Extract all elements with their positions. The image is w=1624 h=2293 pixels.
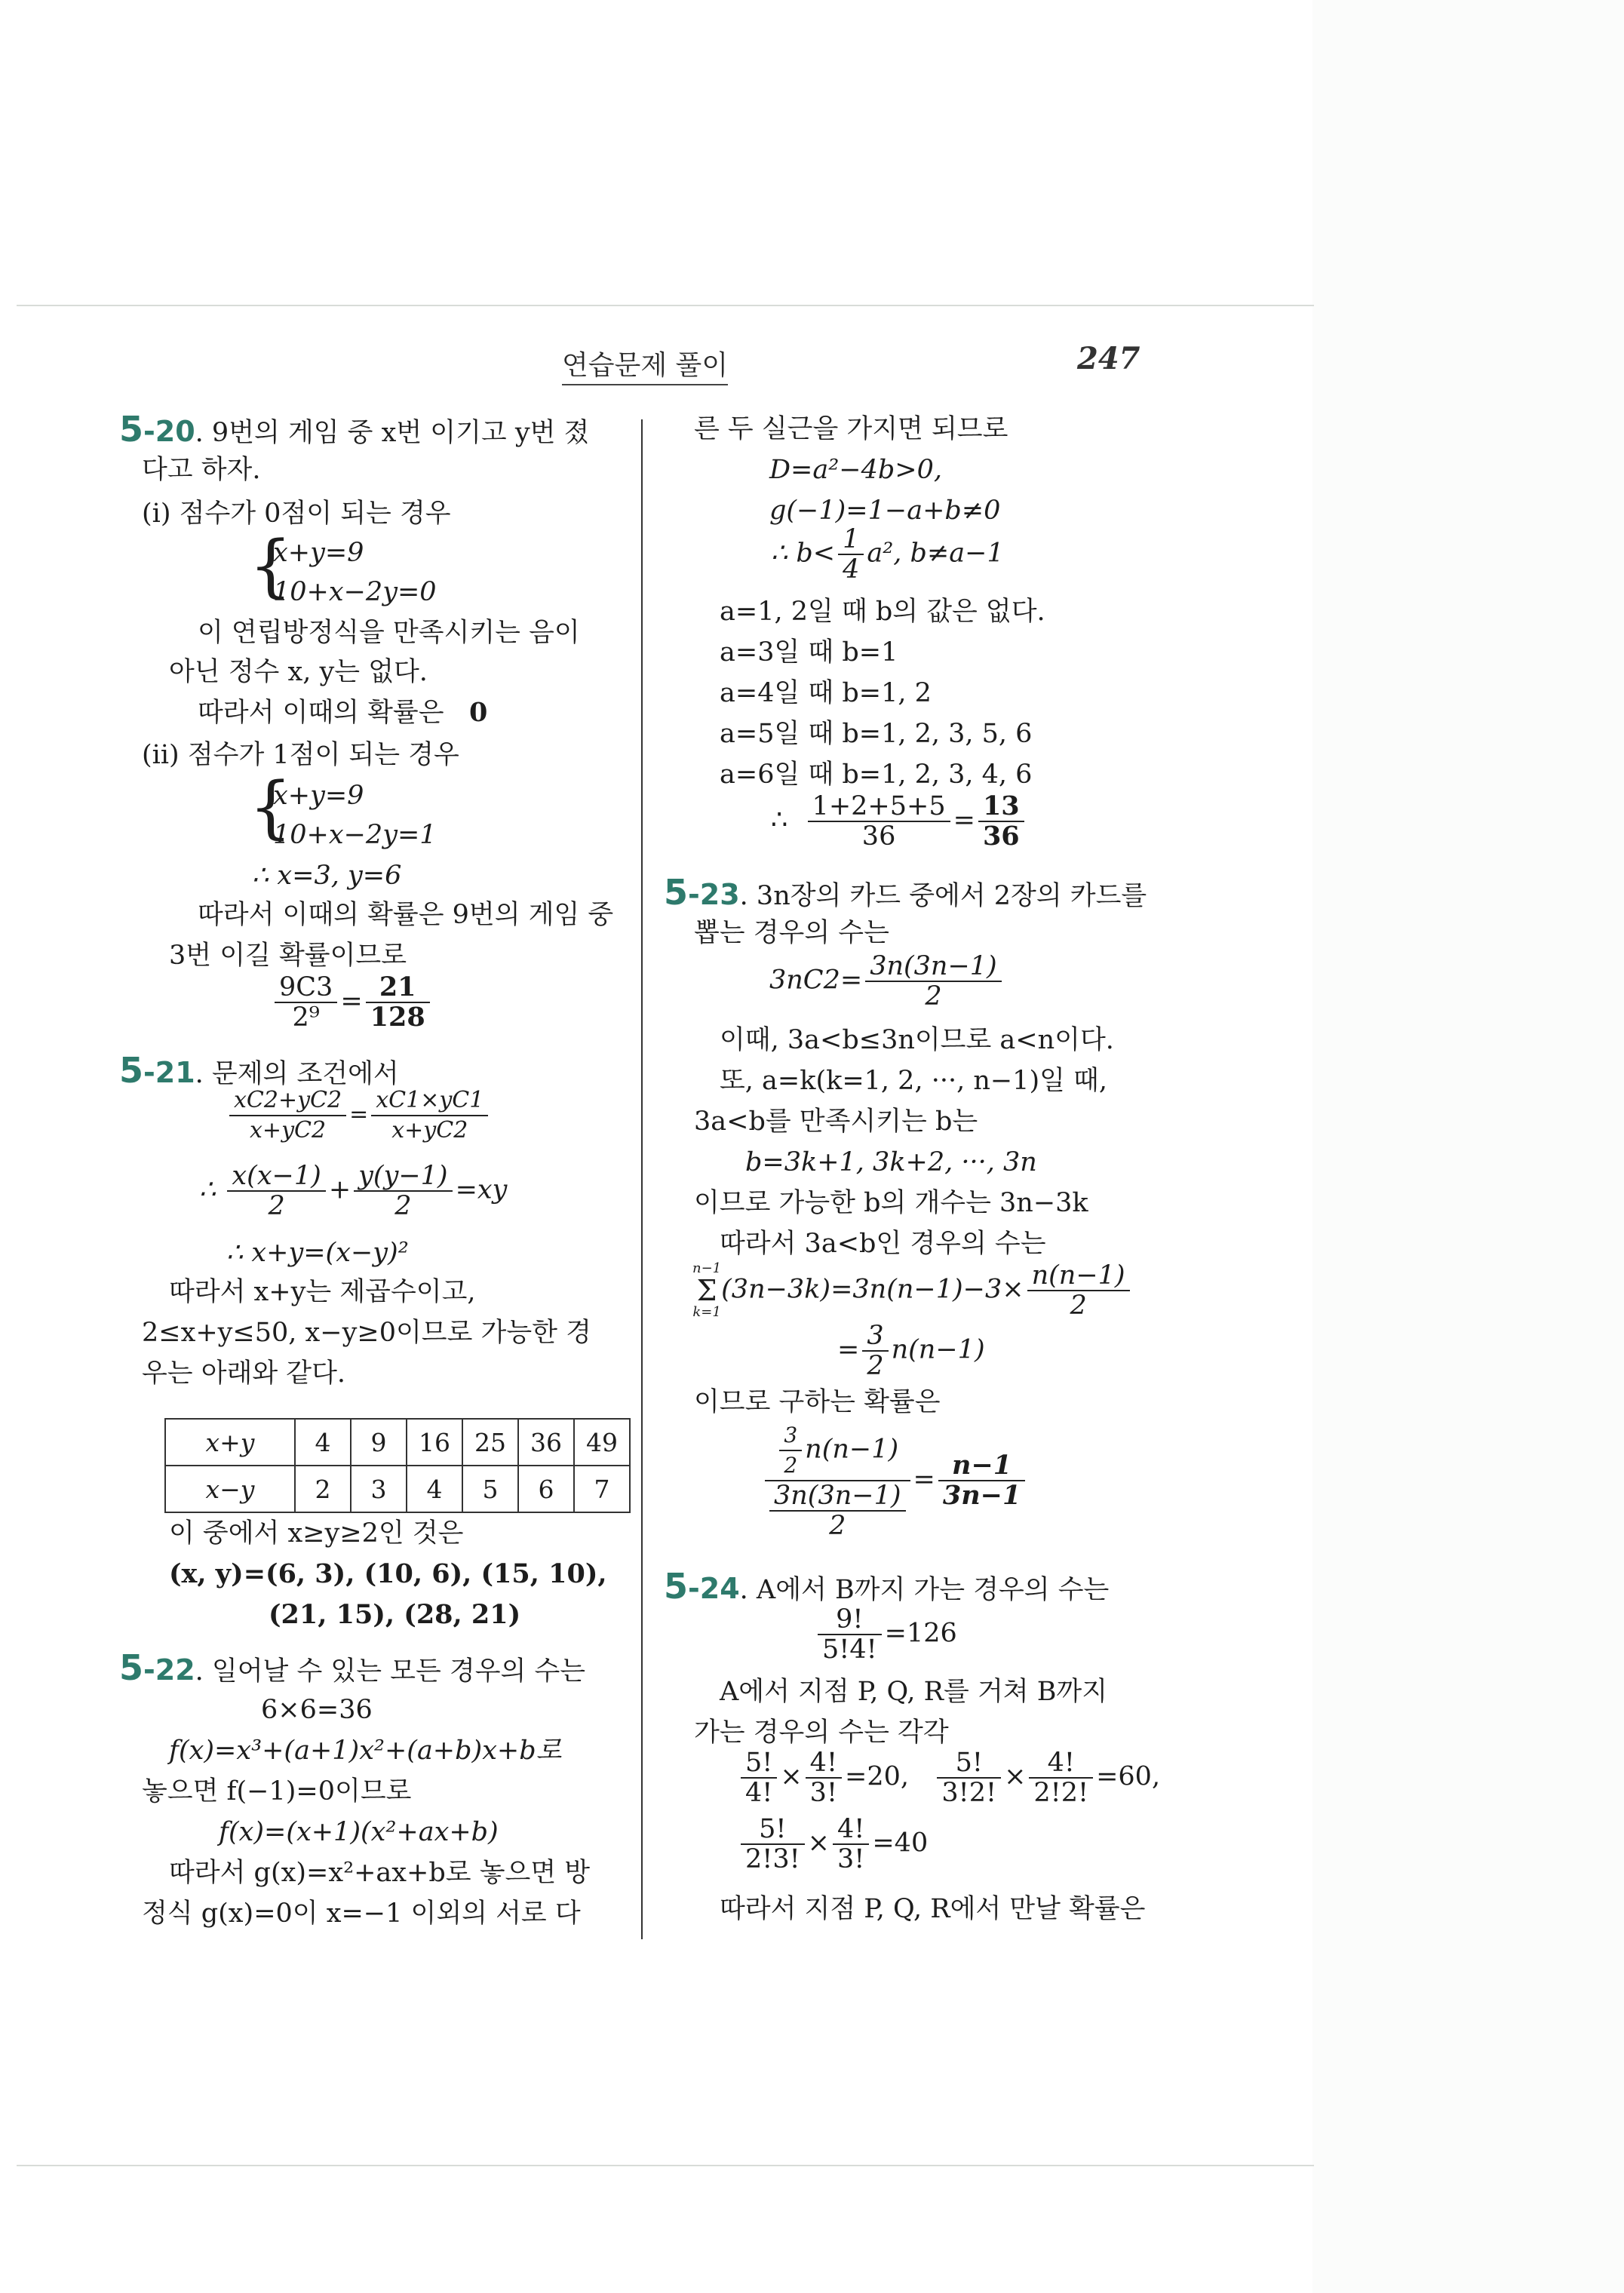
top-rule <box>17 305 1314 306</box>
bottom-rule <box>17 2165 1314 2166</box>
text-line: 2≤x+y≤50, x−y≥0이므로 가능한 경 <box>142 1318 591 1348</box>
text-line: 따라서 이때의 확률은 0 <box>198 697 488 728</box>
table-cell: 3 <box>351 1466 407 1512</box>
fraction-expression: $\frac{9C3}{\text{2⁹}}$ = $\frac{21}{128}$ <box>272 973 433 1032</box>
table-cell: 5 <box>462 1466 518 1512</box>
compound-fraction: $\frac{3}{2}$ n(n−1) $\frac{3n(3n-1)}{2}$ = $\frac{n-1}{3n-1}$ <box>762 1421 1028 1540</box>
text-line: 우는 아래와 같다. <box>142 1358 346 1389</box>
page-number: 247 <box>1077 341 1140 376</box>
text-line: 이 연립방정식을 만족시키는 음이 <box>198 618 580 648</box>
problem-5-20-line1: 5-20. 9번의 게임 중 x번 이기고 y번 졌 <box>119 409 590 450</box>
table-cell: 4 <box>295 1419 351 1466</box>
equation: b=3k+1, 3k+2, ···, 3n <box>745 1147 1037 1177</box>
text-line: f(x)=x³+(a+1)x²+(a+b)x+b로 <box>169 1736 562 1766</box>
brace-symbol: { <box>249 768 293 847</box>
text-line: 따라서 지점 P, Q, R에서 만날 확률은 <box>720 1894 1146 1924</box>
table-cell: 7 <box>574 1466 630 1512</box>
text-line: 따라서 g(x)=x²+ax+b로 놓으면 방 <box>169 1858 591 1888</box>
table-cell: 6 <box>518 1466 574 1512</box>
fraction-expression: $\frac{5!}{2!3!}$ × $\frac{4!}{3!}$ =40 <box>738 1815 928 1874</box>
problem-5-23-line1: 5-23. 3n장의 카드 중에서 2장의 카드를 <box>664 872 1147 913</box>
problem-5-22-line1: 5-22. 일어날 수 있는 모든 경우의 수는 <box>119 1647 586 1688</box>
equation: ∴ x=3, y=6 <box>252 861 402 891</box>
summation-expression: n−1 Σ k=1 (3n−3k)=3n(n−1)−3× $\frac{n(n-1)}{2}$ <box>692 1261 1133 1320</box>
text-line: 따라서 이때의 확률은 9번의 게임 중 <box>198 900 614 930</box>
equation: x+y=9 <box>273 538 364 568</box>
fraction-expression: ∴ b< $\frac{1}{4}$ a², b≠a−1 <box>771 524 1004 585</box>
section-title: 연습문제 풀이 <box>562 344 728 385</box>
problem-number: 5-24 <box>664 1566 740 1607</box>
problem-number: 5-23 <box>664 872 740 913</box>
equation: D=a²−4b>0, <box>769 455 943 485</box>
equation: f(x)=(x+1)(x²+ax+b) <box>219 1817 499 1847</box>
problem-number: 5-22 <box>119 1647 195 1688</box>
text-line: 3번 이길 확률이므로 <box>169 941 407 971</box>
problem-number: 5-21 <box>119 1050 195 1091</box>
table-header: x+y <box>165 1419 295 1466</box>
fraction-expression: ∴ $\frac{1+2+5+5}{36}$ = $\frac{13}{36}$ <box>771 792 1027 851</box>
problem-5-20-line2: 다고 하자. <box>142 455 261 485</box>
text-line: a=5일 때 b=1, 2, 3, 5, 6 <box>720 719 1033 749</box>
text-line: a=4일 때 b=1, 2 <box>720 678 932 708</box>
text-line: a=6일 때 b=1, 2, 3, 4, 6 <box>720 760 1033 790</box>
fraction-expression: = $\frac{3}{2}$ n(n−1) <box>837 1321 985 1381</box>
text-line: 가는 경우의 수는 각각 <box>694 1717 949 1748</box>
column-divider <box>641 419 643 1939</box>
text-line: 놓으면 f(−1)=0이므로 <box>142 1776 412 1806</box>
text-line: 따라서 x+y는 제곱수이고, <box>169 1277 476 1307</box>
case-2-title: (ⅱ) 점수가 1점이 되는 경우 <box>142 740 459 770</box>
table-cell: 49 <box>574 1419 630 1466</box>
table-cell: 25 <box>462 1419 518 1466</box>
text-line: 3a<b를 만족시키는 b는 <box>694 1107 978 1137</box>
text-line: 이므로 가능한 b의 개수는 3n−3k <box>694 1188 1088 1218</box>
problem-5-21-line1: 5-21. 문제의 조건에서 <box>119 1050 399 1091</box>
text-line: 른 두 실근을 가지면 되므로 <box>694 414 1008 444</box>
text-line: 이므로 구하는 확률은 <box>694 1387 941 1417</box>
fraction-expression: $\frac{5!}{4!}$ × $\frac{4!}{3!}$ =20, $\frac{5!}{3!2!}$ × $\frac{4!}{2!2!}$ =60, <box>738 1748 1160 1807</box>
text-line: 뽑는 경우의 수는 <box>694 918 889 948</box>
table-cell: 2 <box>295 1466 351 1512</box>
values-table <box>164 1418 631 1513</box>
table-row <box>165 1419 630 1466</box>
text-line: A에서 지점 P, Q, R를 거쳐 B까지 <box>720 1677 1108 1707</box>
fraction-expression: 3nC2= $\frac{3n(3n-1)}{2}$ <box>769 952 1005 1011</box>
equation: g(−1)=1−a+b≠0 <box>769 496 1001 526</box>
table-cell: 4 <box>407 1466 462 1512</box>
text-line: 따라서 3a<b인 경우의 수는 <box>720 1229 1046 1259</box>
answer-line: (21, 15), (28, 21) <box>269 1599 521 1630</box>
brace-symbol: { <box>249 526 293 606</box>
problem-number: 5-20 <box>119 409 195 450</box>
text-line: a=1, 2일 때 b의 값은 없다. <box>720 597 1045 627</box>
answer-line: (x, y)=(6, 3), (10, 6), (15, 10), <box>169 1558 607 1589</box>
fraction-expression: ∴ $\frac{x(x-1)}{2}$ + $\frac{y(y-1)}{2}$ =xy <box>199 1161 508 1221</box>
fraction-expression: $\frac{xC2+yC2}{x+yC2}$ = $\frac{xC1\times yC1}{x+yC2}$ <box>226 1086 491 1145</box>
fraction-expression: $\frac{9!}{5!4!}$ =126 <box>815 1605 957 1664</box>
equation: 10+x−2y=0 <box>273 577 437 607</box>
table-cell: 9 <box>351 1419 407 1466</box>
text-line: 이때, 3a<b≤3n이므로 a<n이다. <box>720 1025 1114 1055</box>
text-line: a=3일 때 b=1 <box>720 637 898 668</box>
text-line: 또, a=k(k=1, 2, ···, n−1)일 때, <box>720 1066 1107 1096</box>
equation: 10+x−2y=1 <box>273 820 437 850</box>
table-cell: 16 <box>407 1419 462 1466</box>
problem-5-24-line1: 5-24. A에서 B까지 가는 경우의 수는 <box>664 1566 1110 1607</box>
equation: x+y=9 <box>273 781 364 811</box>
text-line: 이 중에서 x≥y≥2인 것은 <box>169 1518 464 1549</box>
table-cell: 36 <box>518 1419 574 1466</box>
table-row <box>165 1466 630 1512</box>
text-line: 아닌 정수 x, y는 없다. <box>169 657 428 687</box>
equation: 6×6=36 <box>261 1695 373 1725</box>
table-header: x−y <box>165 1466 295 1512</box>
case-1-title: (ⅰ) 점수가 0점이 되는 경우 <box>142 499 451 529</box>
equation: ∴ x+y=(x−y)² <box>226 1238 409 1268</box>
text-line: 정식 g(x)=0이 x=−1 이외의 서로 다 <box>142 1899 581 1929</box>
